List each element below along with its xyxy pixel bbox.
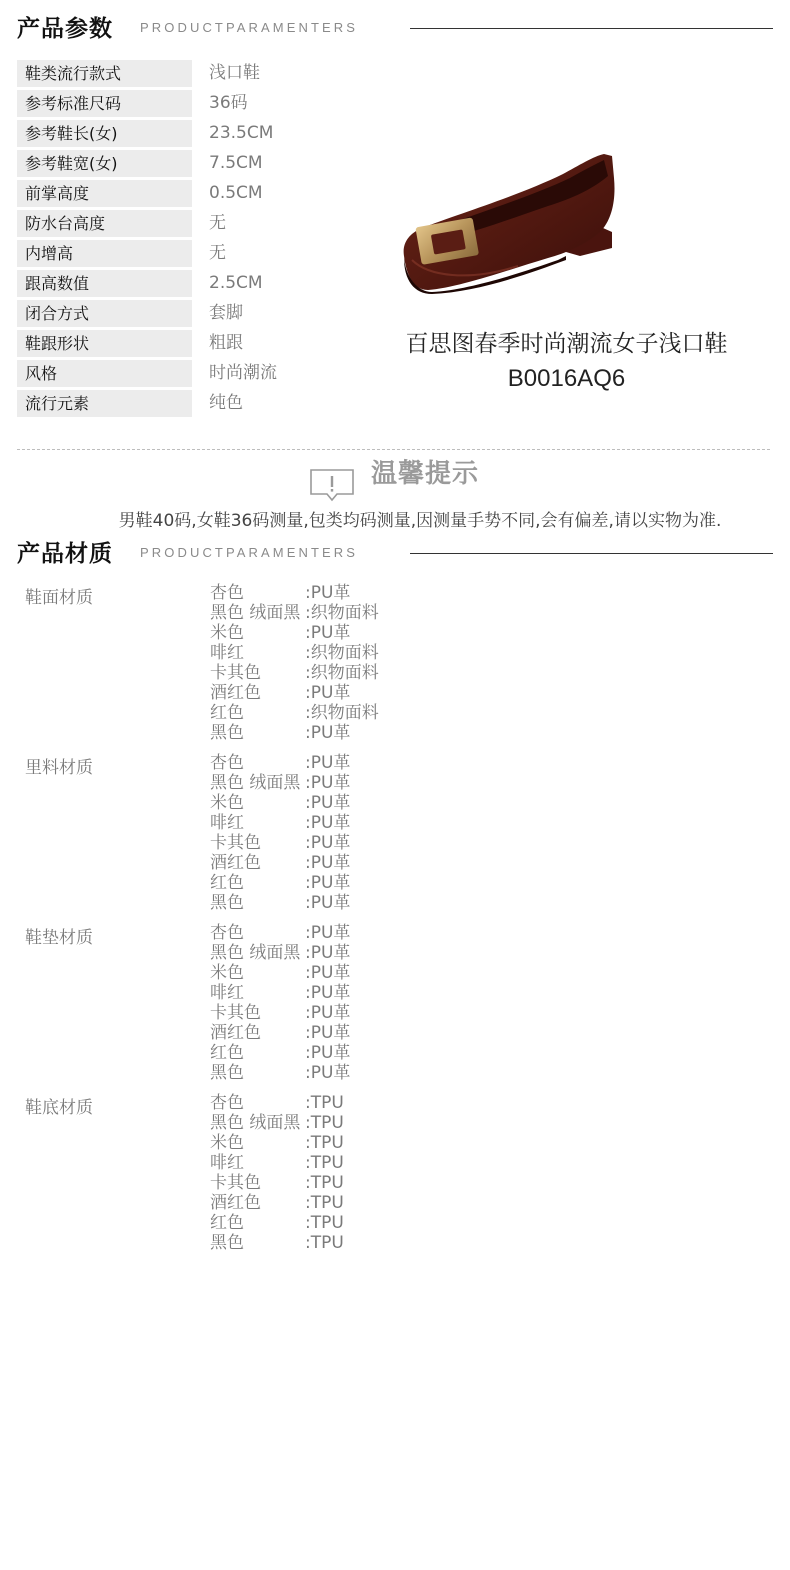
material-value: PU革 <box>310 683 351 703</box>
material-value: PU革 <box>310 873 351 893</box>
material-value: PU革 <box>310 773 351 793</box>
section-title: 产品参数 <box>17 16 113 42</box>
param-row <box>17 299 347 329</box>
material-value: TPU <box>310 1213 344 1233</box>
param-value: 0.5CM <box>209 183 263 203</box>
material-color: 红色 <box>210 873 244 893</box>
material-row: 米色 :TPU <box>210 1133 344 1153</box>
material-color: 黑色 <box>210 1233 244 1253</box>
dashed-divider <box>17 449 770 450</box>
material-group-name: 鞋垫材质 <box>25 928 93 948</box>
material-color: 杏色 <box>210 923 244 943</box>
param-label: 前掌高度 <box>17 180 192 207</box>
material-group-name: 鞋底材质 <box>25 1098 93 1118</box>
material-group-name: 鞋面材质 <box>25 588 93 608</box>
material-row: 杏色 :PU革 <box>210 583 351 603</box>
material-row: 红色 :PU革 <box>210 1043 351 1063</box>
material-value: TPU <box>310 1193 344 1213</box>
param-value: 时尚潮流 <box>209 363 277 383</box>
material-value: TPU <box>310 1093 344 1113</box>
material-row: 卡其色 :织物面料 <box>210 663 379 683</box>
param-label: 闭合方式 <box>17 300 192 327</box>
material-color: 啡红 <box>210 813 244 833</box>
param-row <box>17 149 347 179</box>
material-row: 米色 :PU革 <box>210 623 351 643</box>
notice-text: 男鞋40码,女鞋36码测量,包类均码测量,因测量手势不同,会有偏差,请以实物为准. <box>118 511 722 531</box>
material-value: TPU <box>310 1233 344 1253</box>
material-color: 杏色 <box>210 753 244 773</box>
material-color: 卡其色 <box>210 663 261 683</box>
param-label: 风格 <box>17 360 192 387</box>
material-row: 黑色 绒面黑 :织物面料 <box>210 603 379 623</box>
param-label: 跟高数值 <box>17 270 192 297</box>
material-value: TPU <box>310 1133 344 1153</box>
material-color: 红色 <box>210 1043 244 1063</box>
material-row: 米色 :PU革 <box>210 963 351 983</box>
param-value: 粗跟 <box>209 333 243 353</box>
material-color: 卡其色 <box>210 1173 261 1193</box>
product-shoe-image <box>398 148 624 294</box>
material-color: 米色 <box>210 623 244 643</box>
material-color: 杏色 <box>210 583 244 603</box>
material-row: 酒红色 :PU革 <box>210 683 351 703</box>
header-rule <box>410 553 773 554</box>
material-color: 啡红 <box>210 1153 244 1173</box>
material-color: 酒红色 <box>210 1023 261 1043</box>
material-row: 黑色 :PU革 <box>210 1063 351 1083</box>
material-color: 黑色 绒面黑 <box>210 1113 301 1133</box>
material-row: 黑色 :PU革 <box>210 893 351 913</box>
param-value: 无 <box>209 213 226 233</box>
material-value: 织物面料 <box>310 703 379 723</box>
material-row: 卡其色 :TPU <box>210 1173 344 1193</box>
param-value: 无 <box>209 243 226 263</box>
params-table <box>17 59 347 419</box>
section-header-params <box>17 10 773 44</box>
material-color: 黑色 绒面黑 <box>210 603 301 623</box>
material-value: 织物面料 <box>310 603 379 623</box>
param-row <box>17 389 347 419</box>
param-label: 流行元素 <box>17 390 192 417</box>
material-row: 黑色 绒面黑 :TPU <box>210 1113 344 1133</box>
material-row: 卡其色 :PU革 <box>210 1003 351 1023</box>
material-color: 黑色 <box>210 723 244 743</box>
material-value: PU革 <box>310 813 351 833</box>
material-group-name: 里料材质 <box>25 758 93 778</box>
material-row: 啡红 :织物面料 <box>210 643 379 663</box>
param-value: 纯色 <box>209 393 243 413</box>
param-row <box>17 209 347 239</box>
material-value: TPU <box>310 1153 344 1173</box>
material-value: TPU <box>310 1113 344 1133</box>
param-label: 内增高 <box>17 240 192 267</box>
material-color: 黑色 绒面黑 <box>210 773 301 793</box>
material-value: PU革 <box>310 1063 351 1083</box>
material-row: 酒红色 :PU革 <box>210 853 351 873</box>
material-row: 酒红色 :PU革 <box>210 1023 351 1043</box>
material-row: 啡红 :PU革 <box>210 983 351 1003</box>
material-color: 米色 <box>210 793 244 813</box>
material-value: PU革 <box>310 853 351 873</box>
param-row <box>17 329 347 359</box>
material-row: 啡红 :PU革 <box>210 813 351 833</box>
material-value: PU革 <box>310 1043 351 1063</box>
material-value: PU革 <box>310 793 351 813</box>
param-row <box>17 359 347 389</box>
material-color: 黑色 <box>210 893 244 913</box>
param-row <box>17 269 347 299</box>
section-subtitle: PRODUCTPARAMENTERS <box>140 20 359 35</box>
param-row <box>17 89 347 119</box>
param-label: 参考标准尺码 <box>17 90 192 117</box>
material-row: 啡红 :TPU <box>210 1153 344 1173</box>
param-value: 浅口鞋 <box>209 63 260 83</box>
param-row <box>17 179 347 209</box>
material-color: 红色 <box>210 703 244 723</box>
param-value: 23.5CM <box>209 123 274 143</box>
material-value: PU革 <box>310 963 351 983</box>
material-value: 织物面料 <box>310 643 379 663</box>
material-value: PU革 <box>310 893 351 913</box>
material-color: 酒红色 <box>210 683 261 703</box>
material-row: 卡其色 :PU革 <box>210 833 351 853</box>
material-value: PU革 <box>310 1023 351 1043</box>
param-value: 36码 <box>209 93 248 113</box>
material-color: 杏色 <box>210 1093 244 1113</box>
material-value: PU革 <box>310 923 351 943</box>
param-value: 7.5CM <box>209 153 263 173</box>
material-color: 酒红色 <box>210 853 261 873</box>
product-code: B0016AQ6 <box>507 365 626 392</box>
material-row: 米色 :PU革 <box>210 793 351 813</box>
param-label: 鞋跟形状 <box>17 330 192 357</box>
exclamation-bubble-icon <box>309 468 355 502</box>
material-value: PU革 <box>310 1003 351 1023</box>
material-value: PU革 <box>310 623 351 643</box>
material-color: 黑色 <box>210 1063 244 1083</box>
material-color: 啡红 <box>210 643 244 663</box>
material-row: 黑色 :TPU <box>210 1233 344 1253</box>
material-value: TPU <box>310 1173 344 1193</box>
material-value: PU革 <box>310 583 351 603</box>
material-row: 黑色 绒面黑 :PU革 <box>210 773 351 793</box>
param-label: 防水台高度 <box>17 210 192 237</box>
material-row: 红色 :TPU <box>210 1213 344 1233</box>
material-row: 黑色 绒面黑 :PU革 <box>210 943 351 963</box>
material-row: 杏色 :TPU <box>210 1093 344 1113</box>
material-color: 酒红色 <box>210 1193 261 1213</box>
param-row <box>17 119 347 149</box>
material-row: 黑色 :PU革 <box>210 723 351 743</box>
param-value: 套脚 <box>209 303 243 323</box>
material-row: 杏色 :PU革 <box>210 923 351 943</box>
material-color: 米色 <box>210 1133 244 1153</box>
material-value: PU革 <box>310 943 351 963</box>
material-color: 啡红 <box>210 983 244 1003</box>
material-color: 红色 <box>210 1213 244 1233</box>
material-value: PU革 <box>310 753 351 773</box>
material-color: 卡其色 <box>210 1003 261 1023</box>
material-value: PU革 <box>310 983 351 1003</box>
notice-title: 温馨提示 <box>371 459 480 489</box>
section-header-materials <box>17 535 773 569</box>
section-title: 产品材质 <box>17 541 113 567</box>
section-subtitle: PRODUCTPARAMENTERS <box>140 545 359 560</box>
material-color: 卡其色 <box>210 833 261 853</box>
material-value: PU革 <box>310 833 351 853</box>
material-color: 黑色 绒面黑 <box>210 943 301 963</box>
material-color: 米色 <box>210 963 244 983</box>
param-value: 2.5CM <box>209 273 263 293</box>
material-value: 织物面料 <box>310 663 379 683</box>
product-name: 百思图春季时尚潮流女子浅口鞋 <box>405 331 728 357</box>
param-label: 鞋类流行款式 <box>17 60 192 87</box>
material-row: 红色 :PU革 <box>210 873 351 893</box>
param-row <box>17 239 347 269</box>
material-row: 杏色 :PU革 <box>210 753 351 773</box>
param-label: 参考鞋宽(女) <box>17 150 192 177</box>
param-label: 参考鞋长(女) <box>17 120 192 147</box>
material-value: PU革 <box>310 723 351 743</box>
header-rule <box>410 28 773 29</box>
material-row: 酒红色 :TPU <box>210 1193 344 1213</box>
param-row <box>17 59 347 89</box>
material-row: 红色 :织物面料 <box>210 703 379 723</box>
